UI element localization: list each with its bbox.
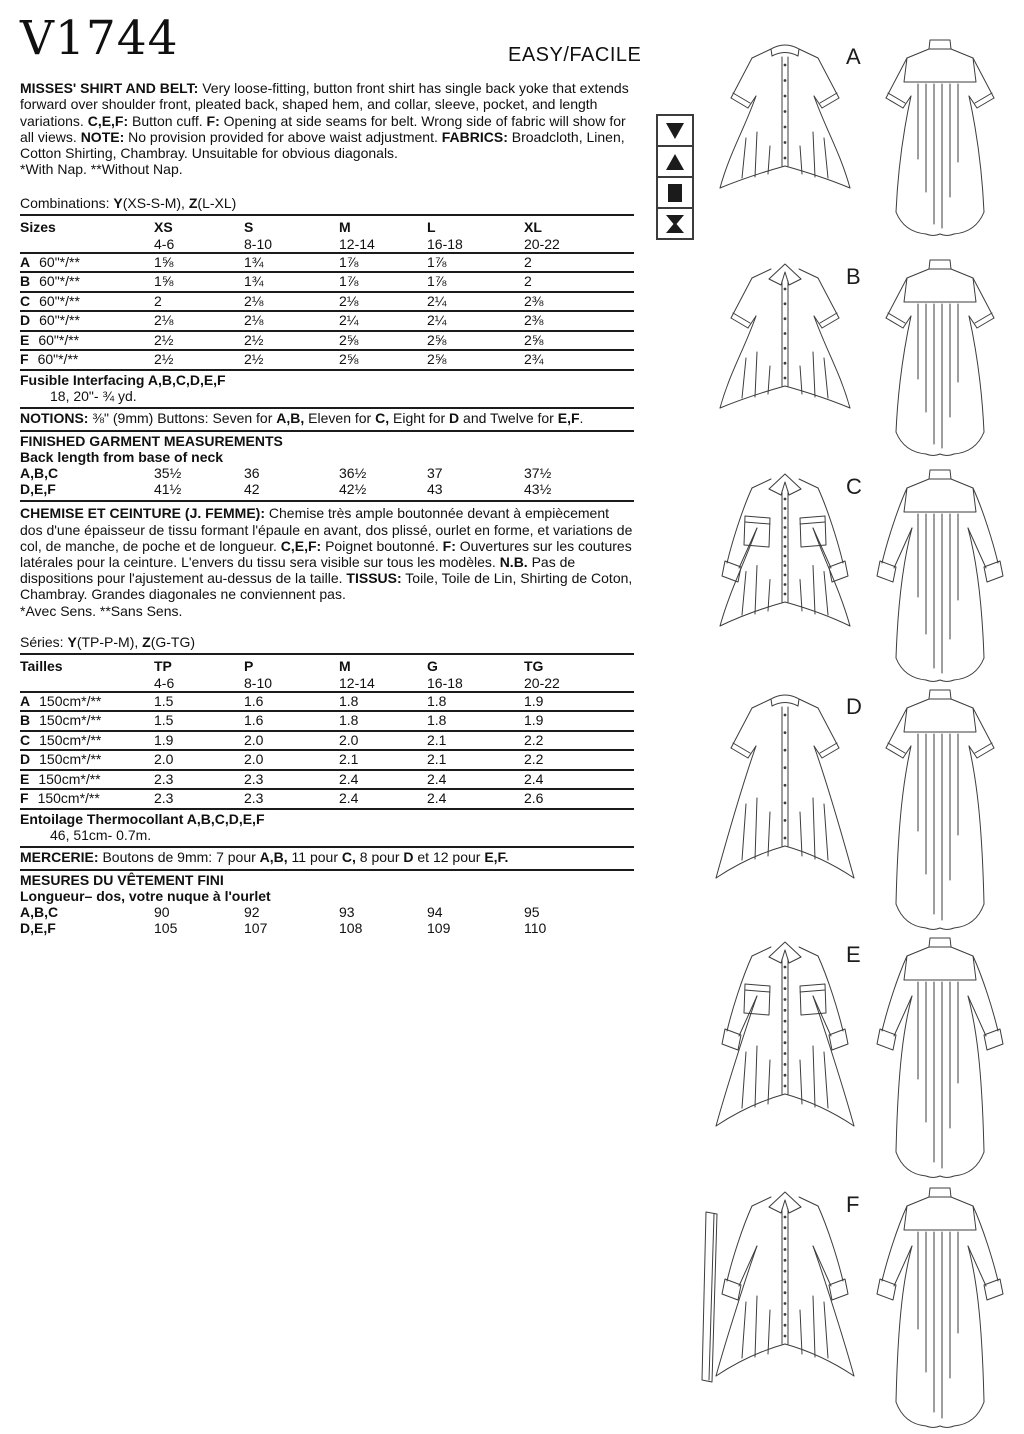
text-segment: 11 pour bbox=[287, 849, 342, 866]
table-cell: 2⅝ bbox=[339, 351, 359, 368]
table-cell: TP bbox=[154, 657, 172, 674]
text-segment: Chemise très ample boutonnée devant à empiècement dos d'une épaisseur de tissu formant l'épaule en avant, dos plissé, ourlet en forme, et variations de col, de manche, de poche et de longueur. bbox=[20, 505, 633, 554]
view-f-drawing bbox=[700, 1176, 1022, 1434]
nap-symbol-column bbox=[656, 114, 694, 240]
mercerie-line bbox=[20, 848, 634, 869]
table-row-label: B 60"*/** bbox=[20, 273, 80, 290]
table-cell: 2.0 bbox=[154, 751, 174, 768]
text-segment: MERCERIE: bbox=[20, 849, 103, 866]
table-cell: 1⅞ bbox=[339, 273, 359, 290]
table-row-label: A 60"*/** bbox=[20, 253, 80, 270]
table-row bbox=[20, 732, 634, 752]
text-segment: C,E,F: bbox=[280, 537, 322, 554]
text-segment: MISSES' SHIRT AND BELT: bbox=[20, 80, 203, 96]
text-segment: Eight for bbox=[389, 410, 450, 427]
table-cell: 1⅞ bbox=[427, 273, 447, 290]
text-segment: NOTIONS: bbox=[20, 410, 93, 427]
table-cell: 2½ bbox=[244, 351, 264, 368]
table-cell: 1.9 bbox=[524, 712, 544, 729]
table-cell: 1.8 bbox=[339, 712, 359, 729]
table-cell: Tailles bbox=[20, 657, 63, 674]
view-c-label: C bbox=[846, 474, 862, 499]
table-cell: 109 bbox=[427, 919, 451, 936]
table-row bbox=[20, 790, 634, 810]
table-cell: 2.1 bbox=[427, 731, 447, 748]
table-cell: XL bbox=[524, 218, 542, 235]
table-cell: 2⅛ bbox=[339, 292, 359, 309]
table-cell: 2.3 bbox=[154, 770, 174, 787]
nap-hourglass-icon bbox=[658, 209, 692, 238]
table-row bbox=[20, 351, 634, 371]
table-cell: 2.3 bbox=[244, 790, 264, 807]
table-row-label: A 150cm*/** bbox=[20, 692, 102, 709]
table-cell: S bbox=[244, 218, 254, 235]
notions-english bbox=[20, 409, 634, 430]
table-cell: 1.9 bbox=[524, 692, 544, 709]
table-cell: 1⅞ bbox=[339, 253, 359, 270]
table-cell: 93 bbox=[339, 903, 355, 920]
view-b-label: B bbox=[846, 264, 861, 289]
table-cell: 1.6 bbox=[244, 712, 264, 729]
measurement-row bbox=[20, 482, 634, 498]
table-cell: 2.0 bbox=[339, 731, 359, 748]
table-cell: 1.8 bbox=[427, 712, 447, 729]
text-column bbox=[20, 12, 634, 939]
text-segment: Poignet boutonné. bbox=[321, 537, 443, 554]
table-row-label: E 60"*/** bbox=[20, 331, 80, 348]
mesures-subtitle: Longueur– dos, votre nuque à l'ourlet bbox=[20, 887, 271, 904]
table-cell: 2.3 bbox=[154, 790, 174, 807]
table-row bbox=[20, 254, 634, 274]
table-row bbox=[20, 273, 634, 293]
table-cell: 42½ bbox=[339, 480, 367, 497]
table-cell: 2 bbox=[524, 273, 532, 290]
text-segment: ⅜" (9mm) Buttons: Seven for bbox=[92, 410, 277, 427]
table-cell: P bbox=[244, 657, 254, 674]
text-segment: C,E,F: bbox=[87, 112, 129, 129]
table-cell: 92 bbox=[244, 903, 260, 920]
table-cell: 16-18 bbox=[427, 674, 463, 691]
interfacing-en-yardage: 18, 20"- ¾ yd. bbox=[50, 387, 137, 404]
table-row bbox=[20, 712, 634, 732]
view-c-illustration bbox=[700, 458, 1022, 688]
table-row bbox=[20, 332, 634, 352]
table-cell: 1⅝ bbox=[154, 253, 174, 270]
text-segment: (XS-S-M), bbox=[122, 194, 189, 211]
view-d-illustration bbox=[700, 678, 1022, 936]
text-segment: Opening at side seams for belt. Wrong side of fabric will show for all views. bbox=[20, 112, 626, 145]
table-cell: 1.8 bbox=[427, 692, 447, 709]
table-cell: 2¼ bbox=[427, 312, 447, 329]
table-cell: 2.0 bbox=[244, 751, 264, 768]
text-segment: D bbox=[449, 410, 460, 427]
table-row bbox=[20, 312, 634, 332]
table-cell: 20-22 bbox=[524, 235, 560, 252]
table-cell: 8-10 bbox=[244, 235, 273, 252]
text-segment: FABRICS: bbox=[441, 128, 508, 145]
table-row-label: D 60"*/** bbox=[20, 312, 80, 329]
interfacing-english bbox=[20, 371, 634, 408]
table-cell: 2.4 bbox=[427, 770, 447, 787]
table-cell: L bbox=[427, 218, 436, 235]
text-segment: Broadcloth, Linen, Cotton Shirting, Chambray. Unsuitable for obvious diagonals. bbox=[20, 128, 625, 162]
text-segment: . bbox=[579, 410, 584, 427]
finished-subtitle: Back length from base of neck bbox=[20, 448, 224, 465]
text-segment: F: bbox=[206, 112, 220, 129]
text-segment: Boutons de 9mm: 7 pour bbox=[102, 849, 260, 866]
mesures-vetement-fini bbox=[20, 871, 634, 939]
text-segment: et 12 pour bbox=[413, 849, 485, 866]
table-cell: 2⅜ bbox=[524, 312, 544, 329]
table-cell: D,E,F bbox=[20, 919, 56, 936]
text-segment: (TP-P-M), bbox=[76, 633, 143, 650]
table-cell: 107 bbox=[244, 919, 268, 936]
table-cell: 2⅛ bbox=[244, 292, 264, 309]
table-cell: 2¾ bbox=[524, 351, 544, 368]
table-cell: A,B,C bbox=[20, 464, 59, 481]
table-row-label: C 60"*/** bbox=[20, 292, 80, 309]
table-header-row bbox=[20, 216, 634, 236]
table-cell: 1.6 bbox=[244, 692, 264, 709]
interfacing-en-title: Fusible Interfacing A,B,C,D,E,F bbox=[20, 371, 226, 388]
table-cell: 2¼ bbox=[427, 292, 447, 309]
text-segment: Z bbox=[188, 194, 198, 211]
sizes-table bbox=[20, 214, 634, 371]
text-segment: Z bbox=[142, 633, 151, 650]
view-d-label: D bbox=[846, 694, 862, 719]
measurement-row bbox=[20, 466, 634, 482]
table-cell: 20-22 bbox=[524, 674, 560, 691]
text-segment: E,F bbox=[557, 410, 580, 427]
table-cell: 4-6 bbox=[154, 235, 175, 252]
table-row-label: F 150cm*/** bbox=[20, 790, 100, 807]
text-segment: F: bbox=[442, 537, 456, 554]
finished-garment-measurements bbox=[20, 432, 634, 500]
with-nap-up-triangle-icon bbox=[658, 147, 692, 178]
text-segment: No provision provided for above waist adjustment. bbox=[124, 128, 442, 145]
table-cell: 1.5 bbox=[154, 712, 174, 729]
text-segment: Séries: bbox=[20, 633, 68, 650]
view-a-illustration bbox=[700, 28, 1022, 242]
view-f-label: F bbox=[846, 1192, 860, 1217]
table-row-label: C 150cm*/** bbox=[20, 731, 102, 748]
table-cell: 2.2 bbox=[524, 751, 544, 768]
table-header-row bbox=[20, 655, 634, 675]
table-cell: 2.3 bbox=[244, 770, 264, 787]
table-cell: 1¾ bbox=[244, 273, 264, 290]
table-cell: 1.5 bbox=[154, 692, 174, 709]
text-segment: Pas de dispositions pour l'ajustement au-dessus de la taille. bbox=[20, 553, 576, 587]
interfacing-fr-title: Entoilage Thermocollant A,B,C,D,E,F bbox=[20, 810, 265, 827]
divider bbox=[20, 500, 634, 502]
text-segment: A,B, bbox=[259, 849, 288, 866]
text-segment: CHEMISE ET CEINTURE (J. FEMME): bbox=[20, 505, 269, 522]
table-cell: 2.6 bbox=[524, 790, 544, 807]
table-row bbox=[20, 293, 634, 313]
table-cell: 2.4 bbox=[524, 770, 544, 787]
table-cell: 2⅝ bbox=[427, 331, 447, 348]
combinations-line bbox=[20, 195, 634, 211]
table-cell: 2.0 bbox=[244, 731, 264, 748]
text-segment: A,B, bbox=[276, 410, 305, 427]
table-cell: 12-14 bbox=[339, 235, 375, 252]
text-segment: Combinations: bbox=[20, 194, 114, 211]
table-cell: 1⅞ bbox=[427, 253, 447, 270]
table-cell: A,B,C bbox=[20, 903, 59, 920]
text-segment: *Avec Sens. **Sans Sens. bbox=[20, 602, 183, 619]
table-cell: 36 bbox=[244, 464, 260, 481]
view-f-illustration bbox=[700, 1176, 1022, 1434]
table-cell: G bbox=[427, 657, 438, 674]
table-cell: 36½ bbox=[339, 464, 367, 481]
table-cell: 2⅛ bbox=[154, 312, 174, 329]
table-cell: 4-6 bbox=[154, 674, 175, 691]
text-segment: Y bbox=[113, 194, 123, 211]
table-cell: 2.1 bbox=[427, 751, 447, 768]
series-line bbox=[20, 634, 634, 650]
table-row bbox=[20, 693, 634, 713]
table-cell: 1.8 bbox=[339, 692, 359, 709]
text-segment: and Twelve for bbox=[459, 410, 558, 427]
table-cell: 41½ bbox=[154, 480, 182, 497]
text-segment: 8 pour bbox=[355, 849, 404, 866]
description-french bbox=[20, 505, 634, 618]
text-segment: TISSUS: bbox=[346, 570, 402, 587]
table-cell: 108 bbox=[339, 919, 363, 936]
table-cell: 2⅝ bbox=[427, 351, 447, 368]
table-cell: 35½ bbox=[154, 464, 182, 481]
table-cell: D,E,F bbox=[20, 480, 56, 497]
table-cell: 2 bbox=[524, 253, 532, 270]
table-cell: 94 bbox=[427, 903, 443, 920]
table-cell: 37½ bbox=[524, 464, 552, 481]
table-cell: 2⅝ bbox=[524, 331, 544, 348]
table-cell: 8-10 bbox=[244, 674, 273, 691]
table-cell: 2.4 bbox=[339, 790, 359, 807]
table-cell: 90 bbox=[154, 903, 170, 920]
table-cell: 37 bbox=[427, 464, 443, 481]
table-cell: 105 bbox=[154, 919, 178, 936]
table-cell: XS bbox=[154, 218, 173, 235]
table-cell: 2⅜ bbox=[524, 292, 544, 309]
table-cell: 2½ bbox=[154, 331, 174, 348]
view-e-illustration bbox=[700, 926, 1022, 1184]
table-cell: 42 bbox=[244, 480, 260, 497]
table-cell: 43 bbox=[427, 480, 443, 497]
view-a-drawing bbox=[700, 28, 1022, 242]
measurement-row bbox=[20, 921, 634, 937]
text-segment: *With Nap. **Without Nap. bbox=[20, 161, 183, 178]
table-cell: 2⅝ bbox=[339, 331, 359, 348]
text-segment: (L-XL) bbox=[197, 194, 237, 211]
table-row-label: E 150cm*/** bbox=[20, 770, 101, 787]
table-cell: 16-18 bbox=[427, 235, 463, 252]
table-cell: TG bbox=[524, 657, 544, 674]
description-english bbox=[20, 80, 634, 178]
mesures-title: MESURES DU VÊTEMENT FINI bbox=[20, 872, 224, 889]
text-segment: N.B. bbox=[499, 553, 528, 570]
view-e-drawing bbox=[700, 926, 1022, 1184]
text-segment: D bbox=[403, 849, 414, 866]
text-segment: Y bbox=[67, 633, 77, 650]
table-row-label: D 150cm*/** bbox=[20, 751, 102, 768]
table-row-label: B 150cm*/** bbox=[20, 712, 102, 729]
finished-title: FINISHED GARMENT MEASUREMENTS bbox=[20, 433, 283, 450]
table-cell: 2.2 bbox=[524, 731, 544, 748]
table-row-label: F 60"*/** bbox=[20, 351, 79, 368]
table-cell: 2⅛ bbox=[244, 312, 264, 329]
table-row bbox=[20, 751, 634, 771]
text-segment: Toile, Toile de Lin, Shirting de Coton, Chambray. Grandes diagonales ne conviennent pas. bbox=[20, 570, 633, 603]
text-segment: Ouvertures sur les coutures latérales pour la ceinture. L'envers du tissu sera visible sur tous les modèles. bbox=[20, 537, 632, 570]
text-segment: Very loose-fitting, button front shirt has single back yoke that extends forward over shoulder front, pleated back, shaped hem, and collar, sleeve, pocket, and length variations. bbox=[20, 80, 629, 129]
text-segment: C, bbox=[341, 849, 356, 866]
table-cell: M bbox=[339, 218, 351, 235]
pattern-number: V1744 bbox=[20, 11, 179, 66]
table-cell: 2¼ bbox=[339, 312, 359, 329]
text-segment: E,F. bbox=[484, 849, 509, 866]
table-cell: 2½ bbox=[154, 351, 174, 368]
table-subheader-row bbox=[20, 675, 634, 693]
table-cell: 1¾ bbox=[244, 253, 264, 270]
tailles-table bbox=[20, 653, 634, 810]
table-cell: 95 bbox=[524, 903, 540, 920]
mesures-rows bbox=[20, 905, 634, 937]
difficulty-level: EASY/FACILE bbox=[508, 44, 642, 66]
table-cell: 2½ bbox=[244, 331, 264, 348]
text-segment: (G-TG) bbox=[150, 633, 196, 650]
interfacing-fr-metrage: 46, 51cm- 0.7m. bbox=[50, 826, 152, 843]
without-nap-square-icon bbox=[658, 178, 692, 209]
view-a-label: A bbox=[846, 44, 861, 69]
finished-rows bbox=[20, 466, 634, 498]
table-cell: 110 bbox=[524, 919, 547, 936]
table-cell: 12-14 bbox=[339, 674, 375, 691]
table-cell: M bbox=[339, 657, 351, 674]
interfacing-french bbox=[20, 810, 634, 847]
view-e-label: E bbox=[846, 942, 861, 967]
table-cell: 2.4 bbox=[427, 790, 447, 807]
text-segment: NOTE: bbox=[80, 128, 125, 145]
text-segment: Button cuff. bbox=[128, 112, 207, 129]
table-cell: Sizes bbox=[20, 218, 56, 235]
text-segment: C, bbox=[375, 410, 390, 427]
table-cell: 2.1 bbox=[339, 751, 359, 768]
text-segment: Eleven for bbox=[304, 410, 376, 427]
view-b-illustration bbox=[700, 248, 1022, 462]
view-b-drawing bbox=[700, 248, 1022, 462]
table-cell: 1⅝ bbox=[154, 273, 174, 290]
table-cell: 2.4 bbox=[339, 770, 359, 787]
measurement-row bbox=[20, 905, 634, 921]
table-cell: 2 bbox=[154, 292, 162, 309]
table-subheader-row bbox=[20, 236, 634, 254]
table-cell: 1.9 bbox=[154, 731, 174, 748]
with-nap-down-triangle-icon bbox=[658, 116, 692, 147]
table-row bbox=[20, 771, 634, 791]
table-cell: 43½ bbox=[524, 480, 552, 497]
